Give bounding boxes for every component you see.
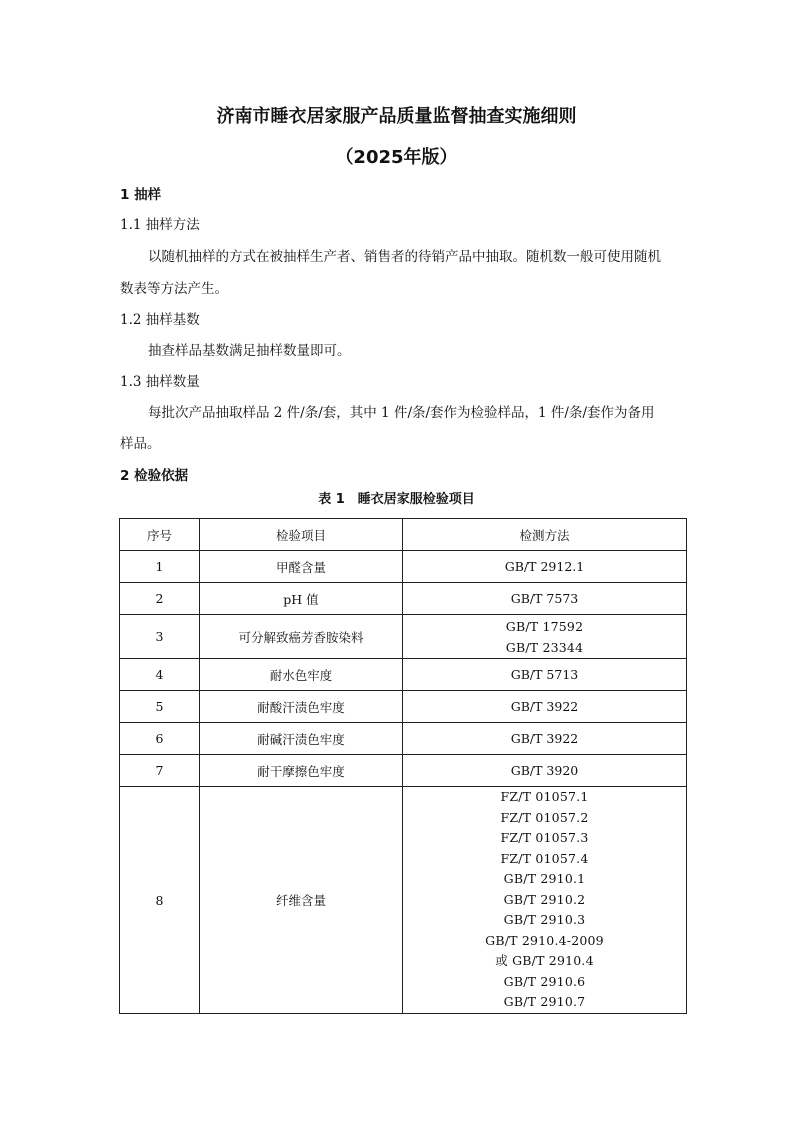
table-caption: 表 1 睡衣居家服检验项目 [318,492,475,507]
section-1-1-paragraph [120,247,676,299]
row-item: 耐干摩擦色牢度 [200,755,403,787]
row-number: 7 [120,755,200,787]
method-line: GB/T 23344 [505,639,584,655]
table-row [120,787,687,1014]
method-line: GB/T 2910.3 [503,912,586,928]
table-row [120,723,687,755]
paragraph-line: 抽查样品基数满足抽样数量即可。 [148,343,351,359]
row-method: GB/T 3920 [403,755,687,787]
row-method: GB/T 7573 [403,583,687,615]
method-line: GB/T 2910.7 [503,994,586,1010]
section-1-3-heading: 1.3 抽样数量 [120,374,200,390]
row-item: pH 值 [200,583,403,615]
table-row [120,659,687,691]
row-method [403,787,687,1014]
document-edition: （2025年版） [335,147,458,168]
method-line: GB/T 17592 [505,618,584,634]
header-serial-number: 序号 [120,519,200,551]
paragraph-line: 数表等方法产生。 [120,281,228,297]
document-title: 济南市睡衣居家服产品质量监督抽查实施细则 [216,106,577,127]
section-1-1-heading: 1.1 抽样方法 [120,217,200,233]
row-number: 8 [120,787,200,1014]
row-number: 2 [120,583,200,615]
row-item: 耐酸汗渍色牢度 [200,691,403,723]
table-row [120,551,687,583]
row-method: GB/T 5713 [403,659,687,691]
section-1-2-heading: 1.2 抽样基数 [120,312,200,328]
row-item: 耐碱汗渍色牢度 [200,723,403,755]
table-row [120,755,687,787]
method-line: FZ/T 01057.2 [500,809,589,825]
method-line: GB/T 2910.2 [503,891,586,907]
paragraph-line: 每批次产品抽取样品 2 件/条/套，其中 1 件/条/套作为检验样品，1 件/条/套作为备用 [148,405,655,421]
row-number: 6 [120,723,200,755]
header-inspection-item: 检验项目 [200,519,403,551]
method-line: GB/T 2910.4-2009 [485,932,604,948]
row-number: 1 [120,551,200,583]
row-item: 甲醛含量 [200,551,403,583]
table-row [120,691,687,723]
table-row [120,583,687,615]
method-line: GB/T 2910.6 [503,973,586,989]
row-item: 纤维含量 [200,787,403,1014]
row-item: 耐水色牢度 [200,659,403,691]
method-line: FZ/T 01057.1 [500,789,589,805]
inspection-items-table [119,518,687,1014]
section-1-heading: 1 抽样 [120,187,162,203]
method-line: FZ/T 01057.3 [500,830,589,846]
section-1-2-paragraph [120,341,676,361]
method-line: 或 GB/T 2910.4 [495,953,594,969]
method-line: FZ/T 01057.4 [500,850,589,866]
row-number: 5 [120,691,200,723]
table-header-row [120,519,687,551]
method-line: GB/T 2910.1 [503,871,586,887]
row-number: 3 [120,615,200,659]
paragraph-line: 样品。 [120,436,161,452]
section-2-heading: 2 检验依据 [120,468,189,484]
row-method: GB/T 3922 [403,691,687,723]
row-number: 4 [120,659,200,691]
row-method: GB/T 3922 [403,723,687,755]
paragraph-line: 以随机抽样的方式在被抽样生产者、销售者的待销产品中抽取。随机数一般可使用随机 [148,249,661,265]
row-item: 可分解致癌芳香胺染料 [200,615,403,659]
table-row [120,615,687,659]
row-method: GB/T 2912.1 [403,551,687,583]
section-1-3-paragraph [120,403,676,454]
header-test-method: 检测方法 [403,519,687,551]
row-method [403,615,687,659]
